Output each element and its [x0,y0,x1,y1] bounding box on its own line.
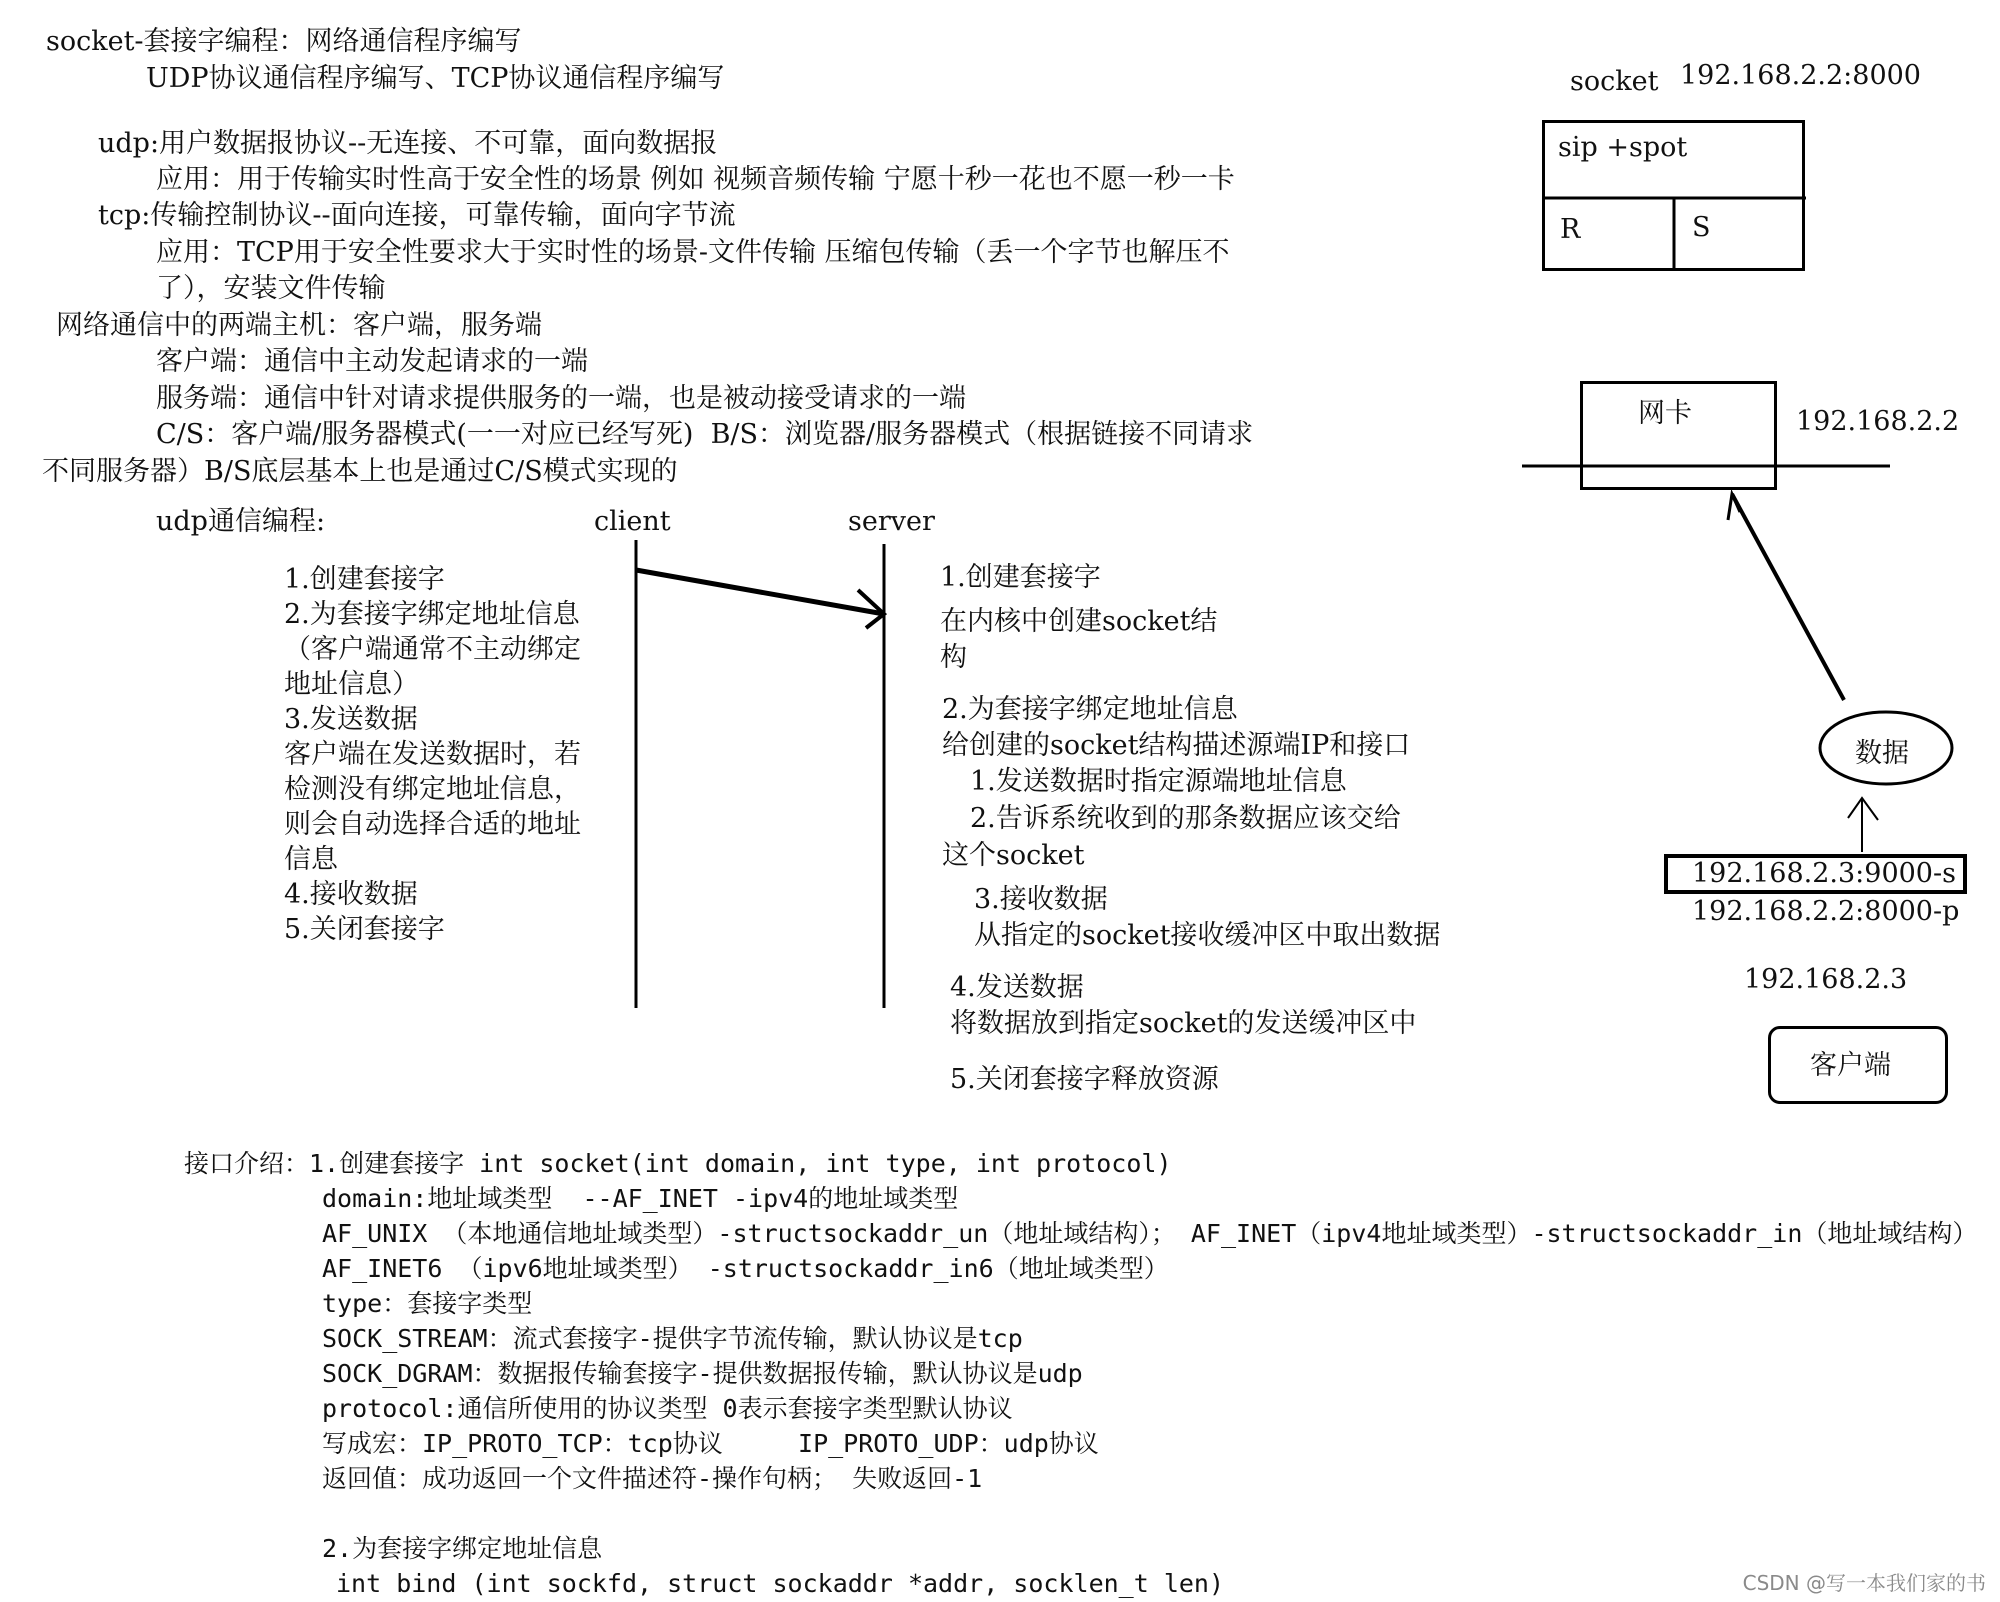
nic-label: 网卡 [1638,398,1692,429]
socket-sip-sport: sip +spot [1558,132,1688,163]
client-step: 1.创建套接字 [284,564,445,595]
intro-cs-bs: C/S：客户端/服务器模式(一一对应已经写死) B/S：浏览器/服务器模式（根据链接不同请求 [156,419,1254,450]
client-ip: 192.168.2.3 [1744,964,1908,995]
api-domain: domain:地址域类型 --AF_INET -ipv4的地址域类型 [322,1184,959,1213]
api-macros: 写成宏：IP_PROTO_TCP：tcp协议 IP_PROTO_UDP：udp协议 [322,1429,1099,1458]
client-step: 客户端在发送数据时，若 [284,739,581,770]
server-step-4-detail: 将数据放到指定socket的发送缓冲区中 [950,1008,1417,1039]
client-step: 则会自动选择合适的地址 [284,809,581,840]
server-step-2-detail: 给创建的socket结构描述源端IP和接口 [942,730,1411,761]
socket-address: 192.168.2.2:8000 [1680,60,1921,91]
client-step: （客户端通常不主动绑定 [284,634,581,665]
server-step-2: 2.为套接字绑定地址信息 [942,694,1238,725]
server-step-2-point-2: 2.告诉系统收到的那条数据应该交给 [970,803,1401,834]
api-sock-dgram: SOCK_DGRAM：数据报传输套接字-提供数据报传输，默认协议是udp [322,1359,1083,1388]
intro-server-def: 服务端：通信中针对请求提供服务的一端，也是被动接受请求的一端 [156,383,966,414]
intro-client-def: 客户端：通信中主动发起请求的一端 [156,346,588,377]
intro-two-hosts: 网络通信中的两端主机：客户端，服务端 [56,310,542,341]
client-label: client [594,506,671,537]
api-af-inet6: AF_INET6 （ipv6地址域类型） -structsockaddr_in6（地址域类型） [322,1254,1169,1283]
watermark: CSDN @写一本我们家的书 [1742,1571,1986,1595]
api-type: type：套接字类型 [322,1289,533,1318]
intro-tcp-definition: tcp:传输控制协议--面向连接，可靠传输，面向字节流 [98,200,736,231]
api-return-value: 返回值：成功返回一个文件描述符-操作句柄； 失败返回-1 [322,1464,983,1493]
recv-buffer-label: R [1560,214,1581,245]
intro-line-1: socket-套接字编程：网络通信程序编写 [46,26,522,57]
client-step: 信息 [284,844,338,875]
server-step-3: 3.接收数据 [974,884,1108,915]
server-step-1: 1.创建套接字 [940,562,1101,593]
udp-title: udp通信编程: [156,506,326,537]
send-buffer-label: S [1692,212,1711,243]
data-to-nic-arrow [1732,494,1844,700]
server-label: server [848,506,935,537]
client-step: 2.为套接字绑定地址信息 [284,599,580,630]
server-step-4: 4.发送数据 [950,972,1084,1003]
intro-udp-definition: udp:用户数据报协议--无连接、不可靠，面向数据报 [98,128,718,159]
intro-line-2: UDP协议通信程序编写、TCP协议通信程序编写 [146,63,725,94]
api-socket-signature: 接口介绍：1.创建套接字 int socket(int domain, int type, int protocol) [184,1149,1172,1178]
server-step-1-detail: 在内核中创建socket结 [940,606,1218,637]
api-sock-stream: SOCK_STREAM：流式套接字-提供字节流传输，默认协议是tcp [322,1324,1023,1353]
client-step: 4.接收数据 [284,879,418,910]
nic-ip: 192.168.2.2 [1796,406,1960,437]
server-step-2-point-1: 1.发送数据时指定源端地址信息 [970,766,1347,797]
client-step: 检测没有绑定地址信息， [284,774,581,805]
data-to-nic-arrowhead [1728,494,1740,520]
api-protocol: protocol:通信所使用的协议类型 0表示套接字类型默认协议 [322,1394,1013,1423]
server-step-3-detail: 从指定的socket接收缓冲区中取出数据 [974,920,1441,951]
intro-tcp-application-cont: 了），安装文件传输 [156,273,386,304]
api-bind-signature: int bind (int sockfd, struct sockaddr *addr, socklen_t len) [336,1569,1225,1598]
client-host-label: 客户端 [1810,1050,1891,1081]
data-ellipse [1820,712,1952,784]
client-step: 5.关闭套接字 [284,914,445,945]
data-packet-label: 数据 [1855,738,1909,769]
request-arrow [636,570,884,614]
client-step: 地址信息） [284,669,419,700]
packet-dest-addr: 192.168.2.2:8000-p [1692,896,1960,927]
server-step-2-point-2-cont: 这个socket [942,840,1085,871]
server-step-1-detail-cont: 构 [940,642,967,673]
api-bind-title: 2.为套接字绑定地址信息 [322,1534,603,1563]
client-step: 3.发送数据 [284,704,418,735]
packet-source-addr: 192.168.2.3:9000-s [1692,858,1956,889]
socket-label: socket [1570,66,1659,97]
api-af-unix: AF_UNIX （本地通信地址域类型）-structsockaddr_un（地址域结构）； AF_INET（ipv4地址域类型）-structsockaddr_in（地址域结构） [322,1219,1978,1248]
server-step-5: 5.关闭套接字释放资源 [950,1064,1219,1095]
intro-tcp-application: 应用：TCP用于安全性要求大于实时性的场景-文件传输 压缩包传输（丢一个字节也解压不 [156,237,1230,268]
intro-cs-bs-cont: 不同服务器）B/S底层基本上也是通过C/S模式实现的 [42,456,678,487]
intro-udp-application: 应用：用于传输实时性高于安全性的场景 例如 视频音频传输 宁愿十秒一花也不愿一秒一卡 [156,164,1235,195]
